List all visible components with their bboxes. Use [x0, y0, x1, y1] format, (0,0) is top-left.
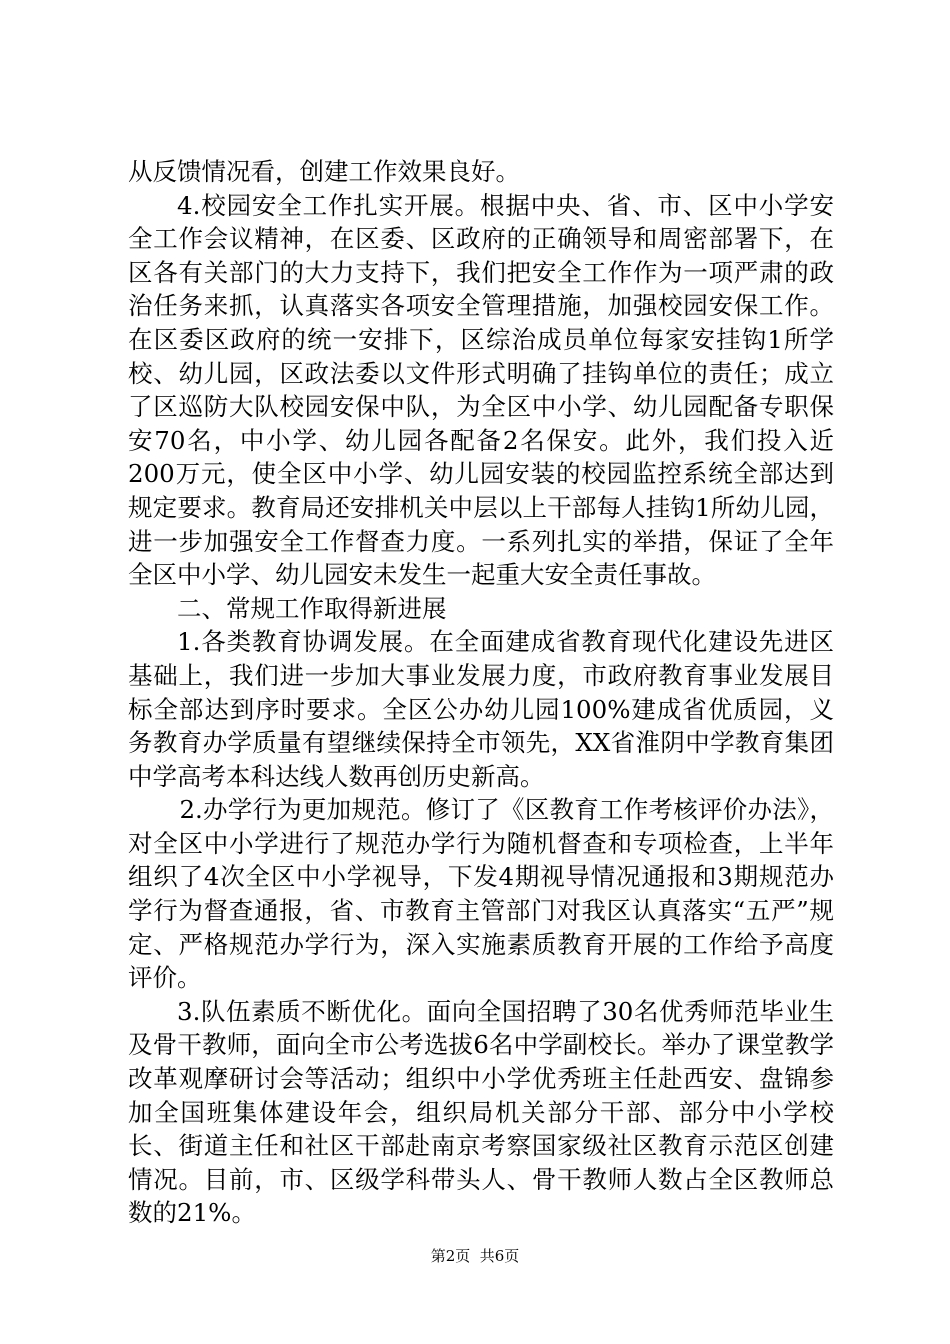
- page-number-footer: 第2页 共6页: [430, 1247, 520, 1265]
- paragraph-staff-quality: 3.队伍素质不断优化。面向全国招聘了30名优秀师范毕业生及骨干教师，面向全市公考选拔6名中学副校长。举办了课堂教学改革观摩研讨会等活动；组织中小学优秀班主任赴西安、盘锦参加全国班集体建设年会，组织局机关部分干部、部分中小学校长、街道主任和社区干部赴南京考察国家级社区教育示范区创建情况。目前，市、区级学科带头人、骨干教师人数占全区教师总数的21%。: [128, 996, 834, 1228]
- paragraph-continuation: 从反馈情况看，创建工作效果良好。: [128, 157, 520, 186]
- section-heading-routine-work: 二、常规工作取得新进展: [177, 593, 447, 623]
- document-body: [128, 155, 834, 1230]
- paragraph-school-regulation: 2.办学行为更加规范。修订了《区教育工作考核评价办法》，对全区中小学进行了规范办学行为随机督查和专项检查，上半年组织了4次全区中小学视导，下发4期视导情况通报和3期规范办学行为督查通报，省、市教育主管部门对我区认真落实“五严”规定、严格规范办学行为，深入实施素质教育开展的工作给予高度评价。: [128, 795, 834, 993]
- paragraph-education-development: 1.各类教育协调发展。在全面建成省教育现代化建设先进区基础上，我们进一步加大事业发展力度，市政府教育事业发展目标全部达到序时要求。全区公办幼儿园100%建成省优质园，义务教育办学质量有望继续保持全市领先，XX省淮阴中学教育集团中学高考本科达线人数再创历史新高。: [128, 627, 834, 791]
- paragraph-campus-safety: 4.校园安全工作扎实开展。根据中央、省、市、区中小学安全工作会议精神，在区委、区政府的正确领导和周密部署下，在区各有关部门的大力支持下，我们把安全工作作为一项严肃的政治任务来抓，认真落实各项安全管理措施，加强校园安保工作。在区委区政府的统一安排下，区综治成员单位每家安挂钩1所学校、幼儿园，区政法委以文件形式明确了挂钩单位的责任；成立了区巡防大队校园安保中队，为全区中小学、幼儿园配备专职保安70名，中小学、幼儿园各配备2名保安。此外，我们投入近200万元，使全区中小学、幼儿园安装的校园监控系统全部达到规定要求。教育局还安排机关中层以上干部每人挂钩1所幼儿园，进一步加强安全工作督查力度。一系列扎实的举措，保证了全年全区中小学、幼儿园安未发生一起重大安全责任事故。: [128, 190, 834, 590]
